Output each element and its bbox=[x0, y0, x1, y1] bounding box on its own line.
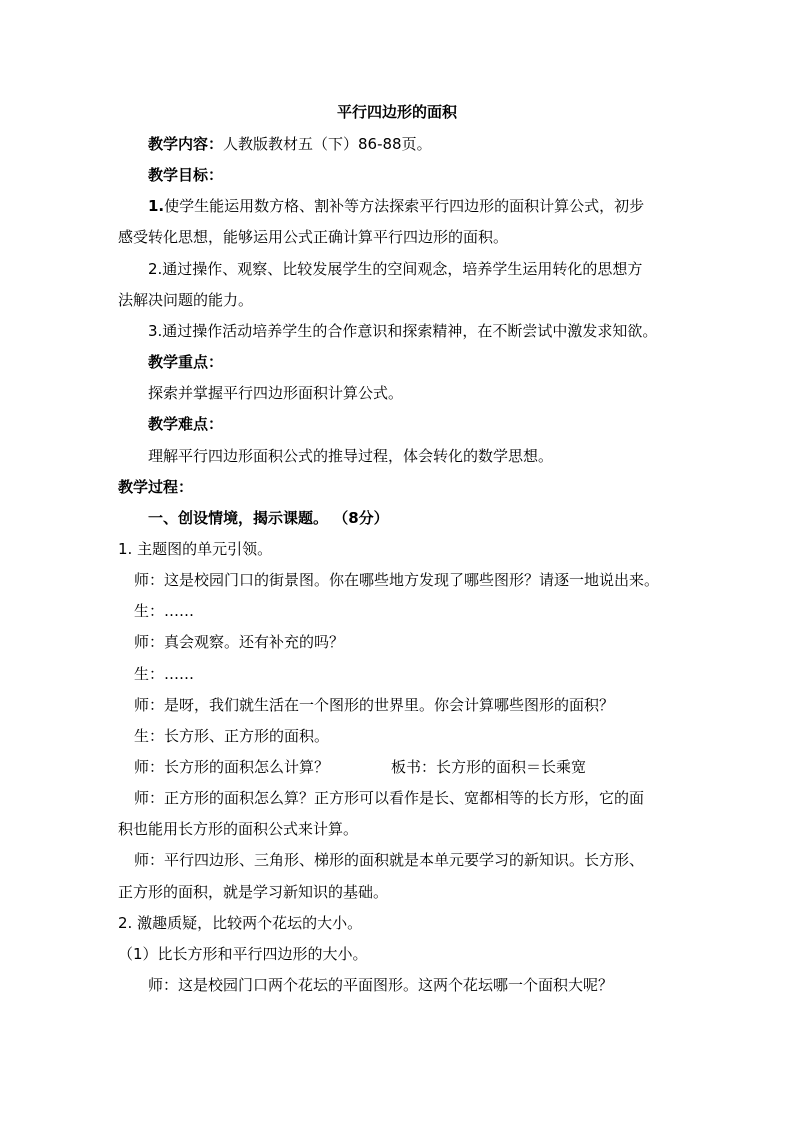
goal-1-number: 1. bbox=[148, 197, 165, 215]
teaching-content-label: 教学内容： bbox=[148, 135, 224, 153]
teaching-content-text: 人教版教材五（下）86-88页。 bbox=[223, 135, 432, 153]
difficulty-text: 理解平行四边形面积公式的推导过程，体会转化的数学思想。 bbox=[148, 447, 554, 465]
dialogue-line: 生：…… bbox=[134, 665, 195, 683]
goal-1-line-1 bbox=[148, 196, 644, 216]
goals-heading: 教学目标： bbox=[148, 166, 224, 184]
section-1-heading: 一、创设情境，揭示课题。 （8分） bbox=[148, 509, 389, 527]
dialogue-line: 师：是呀，我们就生活在一个图形的世界里。你会计算哪些图形的面积？ bbox=[134, 696, 615, 714]
dialogue-line: 师：这是校园门口两个花坛的平面图形。这两个花坛哪一个面积大呢？ bbox=[148, 976, 614, 994]
key-point-heading: 教学重点： bbox=[148, 353, 224, 371]
goal-3-line-1: 3.通过操作活动培养学生的合作意识和探索精神，在不断尝试中激发求知欲。 bbox=[148, 322, 658, 340]
key-point-text: 探索并掌握平行四边形面积计算公式。 bbox=[148, 384, 404, 402]
dialogue-line-continued: 积也能用长方形的面积公式来计算。 bbox=[118, 820, 359, 838]
dialogue-line: 生：…… bbox=[134, 602, 195, 620]
process-heading: 教学过程： bbox=[118, 478, 194, 496]
dialogue-line: 生：长方形、正方形的面积。 bbox=[134, 727, 330, 745]
dialogue-line bbox=[134, 757, 586, 777]
difficulty-heading: 教学难点： bbox=[148, 415, 224, 433]
page-title: 平行四边形的面积 bbox=[336, 103, 457, 121]
board-note: 板书：长方形的面积＝长乘宽 bbox=[391, 758, 587, 776]
dialogue-line: 师：平行四边形、三角形、梯形的面积就是本单元要学习的新知识。长方形、 bbox=[134, 851, 645, 869]
goal-2-line-2: 法解决问题的能力。 bbox=[118, 291, 254, 309]
item-2: 2. 激趣质疑，比较两个花坛的大小。 bbox=[118, 914, 363, 932]
dialogue-line: 师：这是校园门口的街景图。你在哪些地方发现了哪些图形？请逐一地说出来。 bbox=[134, 571, 660, 589]
sub-item-1: （1）比长方形和平行四边形的大小。 bbox=[118, 945, 368, 963]
teaching-content bbox=[148, 134, 432, 154]
dialogue-line: 师：正方形的面积怎么算？正方形可以看作是长、宽都相等的长方形，它的面 bbox=[134, 789, 645, 807]
goal-1-text: 使学生能运用数方格、割补等方法探索平行四边形的面积计算公式，初步 bbox=[164, 197, 645, 215]
goal-2-line-1: 2.通过操作、观察、比较发展学生的空间观念，培养学生运用转化的思想方 bbox=[148, 260, 643, 278]
dialogue-line-continued: 正方形的面积，就是学习新知识的基础。 bbox=[118, 883, 389, 901]
dialogue-line: 师：真会观察。还有补充的吗？ bbox=[134, 633, 345, 651]
item-1: 1. 主题图的单元引领。 bbox=[118, 540, 273, 558]
dialogue-question: 师：长方形的面积怎么计算？ bbox=[134, 758, 330, 776]
goal-1-line-2: 感受转化思想，能够运用公式正确计算平行四边形的面积。 bbox=[118, 228, 509, 246]
